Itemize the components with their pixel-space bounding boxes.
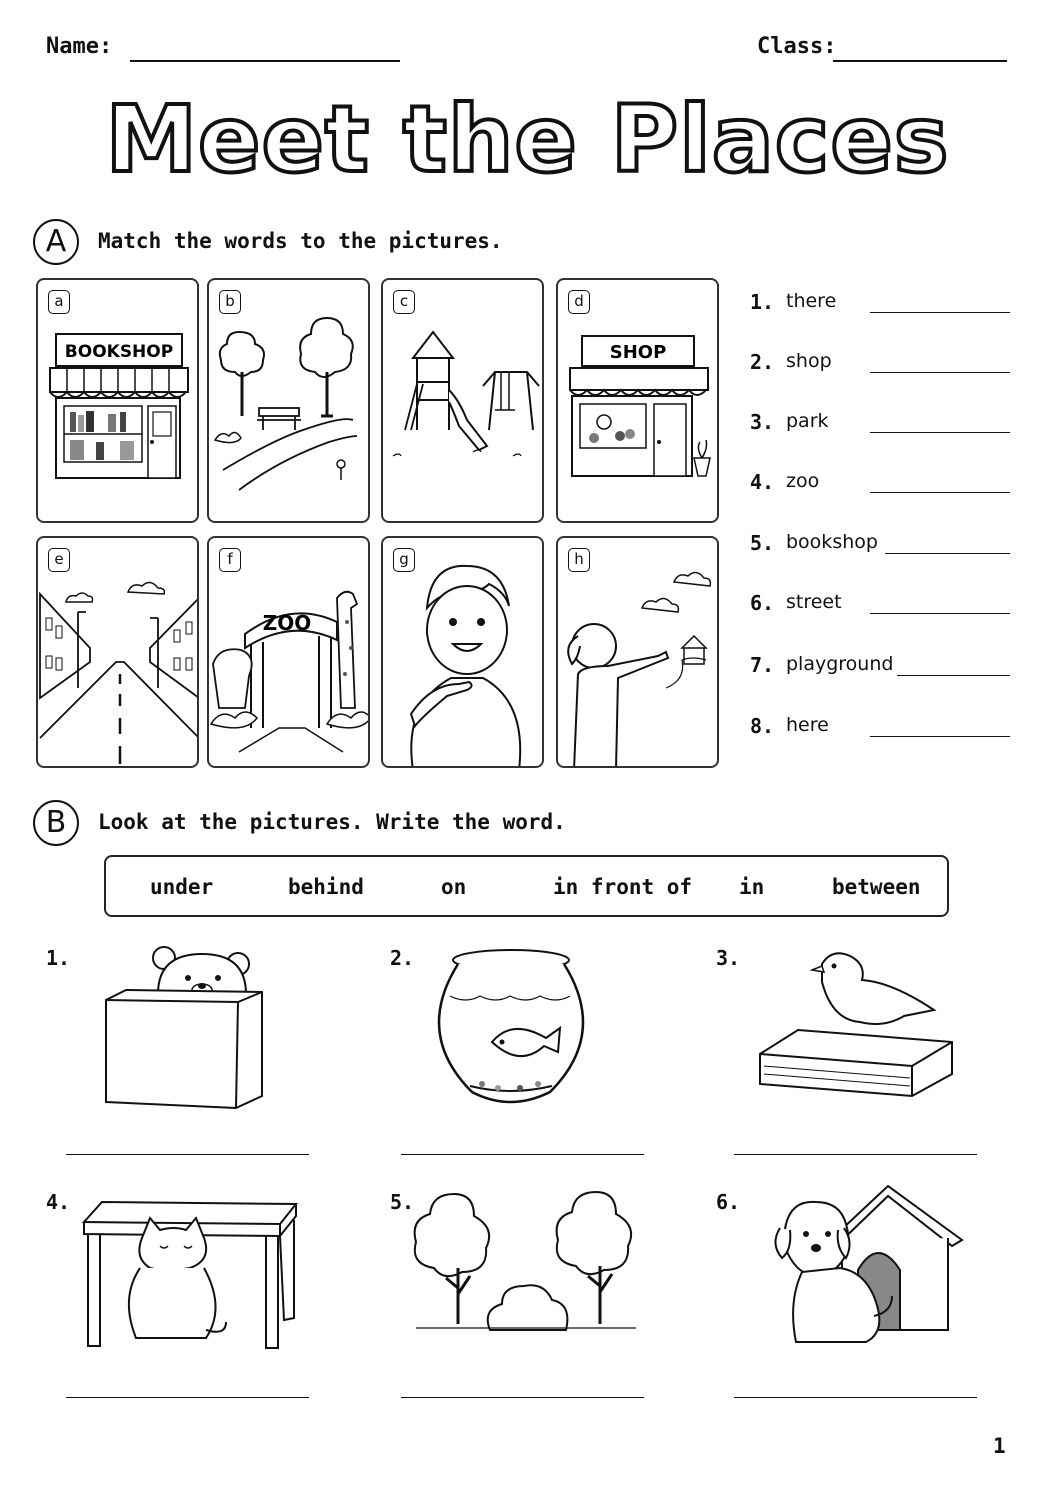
item-number-3: 3.: [716, 946, 741, 970]
word-text: playground: [786, 653, 894, 675]
word-bank: [104, 855, 949, 917]
picture-card-c: [381, 278, 544, 523]
word-number: 5.: [750, 531, 775, 555]
item-number-5: 5.: [390, 1190, 415, 1214]
bookshop-sign: BOOKSHOP: [64, 342, 174, 362]
word-number: 6.: [750, 591, 775, 615]
bush-between-trees-picture: [406, 1188, 646, 1350]
word-number: 8.: [750, 714, 775, 738]
answer-line-6[interactable]: [734, 1397, 977, 1398]
answer-line[interactable]: [870, 432, 1010, 433]
shop-picture: [558, 280, 719, 523]
page-title: Meet the Places: [105, 86, 950, 193]
bank-word-behind: behind: [288, 875, 364, 899]
section-a-instruction: Match the words to the pictures.: [98, 229, 503, 253]
word-text: shop: [786, 350, 832, 372]
answer-line[interactable]: [870, 372, 1010, 373]
card-letter-h: h: [568, 548, 590, 572]
picture-card-f: [207, 536, 370, 768]
park-picture: [209, 280, 370, 523]
card-letter-a: a: [48, 290, 70, 314]
card-letter-c: c: [393, 290, 415, 314]
picture-card-g: [381, 536, 544, 768]
picture-card-h: [556, 536, 719, 768]
playground-picture: [383, 280, 544, 523]
word-number: 1.: [750, 290, 775, 314]
item-number-6: 6.: [716, 1190, 741, 1214]
bank-word-in-front-of: in front of: [553, 875, 693, 899]
item-number-2: 2.: [390, 946, 415, 970]
section-a-badge: A: [33, 219, 79, 265]
bird-on-book-picture: [752, 944, 966, 1114]
zoo-picture: [209, 538, 370, 768]
fish-in-bowl-picture: [436, 946, 586, 1118]
answer-line-1[interactable]: [66, 1154, 309, 1155]
zoo-sign: ZOO: [262, 611, 312, 635]
card-letter-f: f: [219, 548, 241, 572]
bookshop-picture: [38, 280, 199, 523]
item-number-1: 1.: [46, 946, 71, 970]
name-label: Name:: [46, 34, 113, 59]
girl-pointing-there-picture: [558, 538, 719, 768]
picture-card-d: [556, 278, 719, 523]
word-text: street: [786, 591, 842, 613]
bank-word-on: on: [441, 875, 467, 899]
word-number: 3.: [750, 410, 775, 434]
answer-line[interactable]: [897, 675, 1010, 676]
class-answer-line[interactable]: [833, 60, 1007, 62]
answer-line-2[interactable]: [401, 1154, 644, 1155]
bear-behind-box-picture: [96, 944, 276, 1114]
card-letter-g: g: [393, 548, 415, 572]
word-text: there: [786, 290, 837, 312]
word-text: here: [786, 714, 829, 736]
page-number: 1: [993, 1434, 1006, 1458]
bank-word-under: under: [150, 875, 214, 899]
item-number-4: 4.: [46, 1190, 71, 1214]
section-b-badge: B: [33, 800, 79, 846]
card-letter-d: d: [568, 290, 590, 314]
street-picture: [38, 538, 199, 768]
picture-card-b: [207, 278, 370, 523]
bank-word-in: in: [739, 875, 765, 899]
word-text: bookshop: [786, 531, 878, 553]
word-text: zoo: [786, 470, 820, 492]
section-b-instruction: Look at the pictures. Write the word.: [98, 810, 566, 834]
shop-sign: SHOP: [609, 342, 667, 363]
answer-line-3[interactable]: [734, 1154, 977, 1155]
boy-pointing-here-picture: [383, 538, 544, 768]
bank-word-between: between: [832, 875, 921, 899]
card-letter-b: b: [219, 290, 241, 314]
word-number: 2.: [750, 350, 775, 374]
word-number: 7.: [750, 653, 775, 677]
answer-line[interactable]: [885, 553, 1010, 554]
card-letter-e: e: [48, 548, 70, 572]
answer-line-5[interactable]: [401, 1397, 644, 1398]
answer-line-4[interactable]: [66, 1397, 309, 1398]
answer-line[interactable]: [870, 492, 1010, 493]
answer-line[interactable]: [870, 312, 1010, 313]
word-number: 4.: [750, 470, 775, 494]
name-answer-line[interactable]: [130, 60, 400, 62]
answer-line[interactable]: [870, 613, 1010, 614]
cat-under-table-picture: [80, 1200, 300, 1360]
answer-line[interactable]: [870, 736, 1010, 737]
word-text: park: [786, 410, 829, 432]
class-label: Class:: [757, 34, 837, 59]
dog-in-front-of-doghouse-picture: [766, 1184, 966, 1360]
picture-card-a: [36, 278, 199, 523]
picture-card-e: [36, 536, 199, 768]
